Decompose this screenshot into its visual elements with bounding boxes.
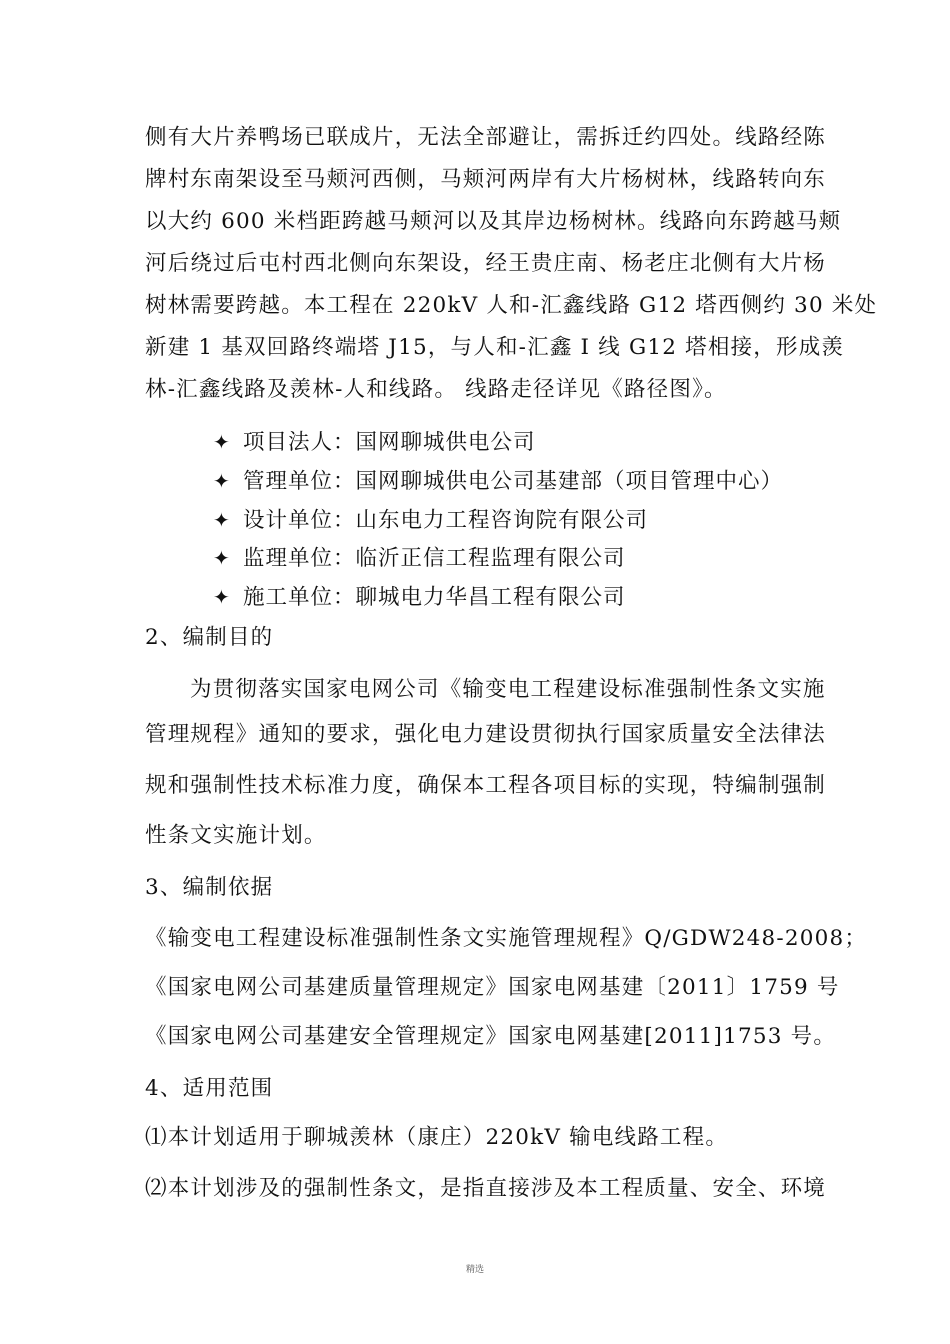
paragraph-line: 侧有大片养鸭场已联成片，无法全部避让，需拆迁约四处。线路经陈 (145, 125, 827, 150)
reference-line: 《输变电工程建设标准强制性条文实施管理规程》Q/GDW248-2008； (145, 926, 868, 951)
list-item (213, 544, 626, 573)
paragraph-line: 以大约 600 米档距跨越马颊河以及其岸边杨树林。线路向东跨越马颊 (145, 209, 842, 234)
star-bullet-icon: ✦ (213, 546, 231, 570)
list-item-text: 施工单位：聊城电力华昌工程有限公司 (243, 585, 626, 610)
list-item (213, 428, 536, 457)
list-item (213, 583, 626, 612)
section-heading: 3、编制依据 (145, 875, 274, 900)
page-footer: 精选 (465, 1265, 484, 1275)
scope-line: ⑵本计划涉及的强制性条文，是指直接涉及本工程质量、安全、环境 (145, 1176, 827, 1201)
star-bullet-icon: ✦ (213, 508, 231, 532)
list-item (213, 506, 648, 535)
list-item-text: 项目法人：国网聊城供电公司 (243, 430, 536, 455)
paragraph-line: 河后绕过后屯村西北侧向东架设，经王贵庄南、杨老庄北侧有大片杨 (145, 251, 827, 276)
paragraph-line: 新建 1 基双回路终端塔 J15，与人和-汇鑫 I 线 G12 塔相接，形成羡 (145, 335, 845, 360)
paragraph-line: 性条文实施计划。 (145, 823, 327, 848)
star-bullet-icon: ✦ (213, 469, 231, 493)
reference-line: 《国家电网公司基建安全管理规定》国家电网基建[2011]1753 号。 (145, 1024, 837, 1049)
paragraph-line: 为贯彻落实国家电网公司《输变电工程建设标准强制性条文实施 (190, 677, 826, 702)
paragraph-line: 管理规程》通知的要求，强化电力建设贯彻执行国家质量安全法律法 (145, 722, 827, 747)
scope-line: ⑴本计划适用于聊城羡林（康庄）220kV 输电线路工程。 (145, 1125, 729, 1150)
list-item (213, 467, 783, 496)
paragraph-line: 树林需要跨越。本工程在 220kV 人和-汇鑫线路 G12 塔西侧约 30 米处 (145, 293, 878, 318)
paragraph-line: 牌村东南架设至马颊河西侧，马颊河两岸有大片杨树林，线路转向东 (145, 167, 827, 192)
list-item-text: 管理单位：国网聊城供电公司基建部（项目管理中心） (243, 469, 784, 494)
list-item-text: 设计单位：山东电力工程咨询院有限公司 (243, 508, 649, 533)
paragraph-line: 规和强制性技术标准力度，确保本工程各项目标的实现，特编制强制 (145, 773, 827, 798)
section-heading: 2、编制目的 (145, 625, 274, 650)
star-bullet-icon: ✦ (213, 430, 231, 454)
paragraph-line: 林-汇鑫线路及羡林-人和线路。 线路走径详见《路径图》。 (145, 377, 727, 402)
list-item-text: 监理单位：临沂正信工程监理有限公司 (243, 546, 626, 571)
reference-line: 《国家电网公司基建质量管理规定》国家电网基建〔2011〕1759 号 (145, 975, 840, 1000)
section-heading: 4、适用范围 (145, 1076, 274, 1101)
star-bullet-icon: ✦ (213, 585, 231, 609)
